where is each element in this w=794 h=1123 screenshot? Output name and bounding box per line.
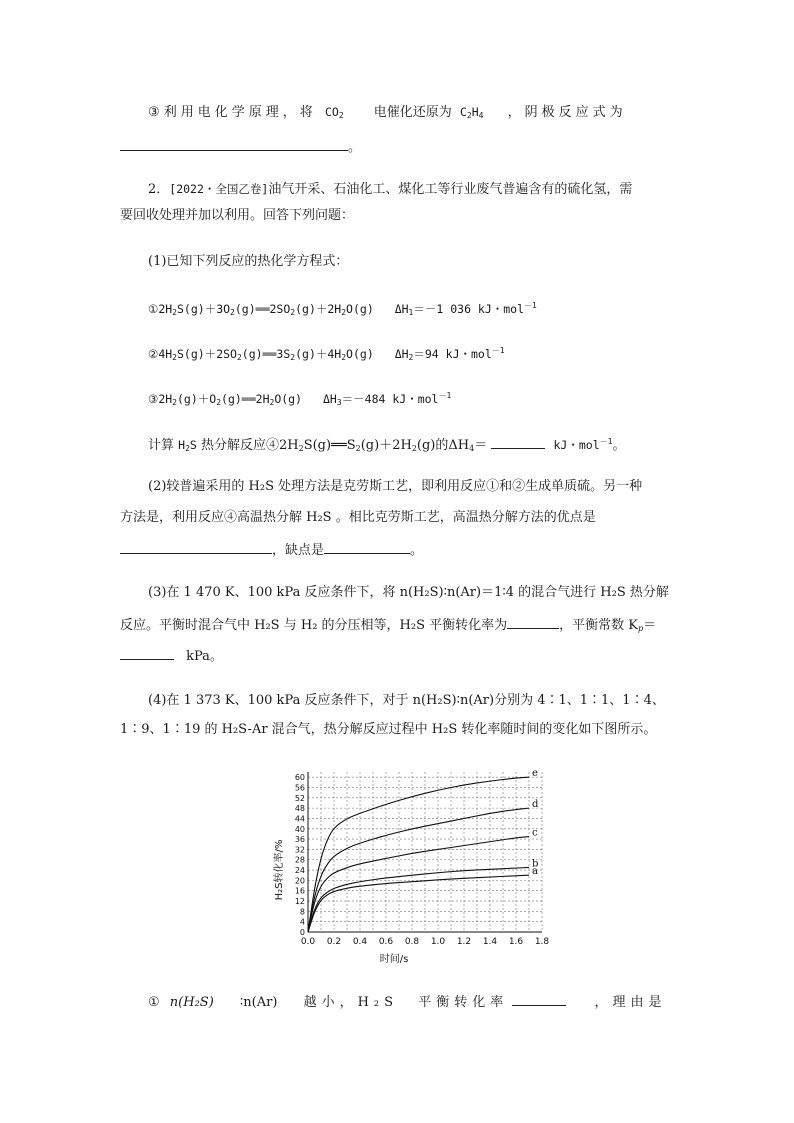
answer-blank[interactable] bbox=[120, 539, 272, 554]
part2-line3: ，缺点是 。 bbox=[120, 539, 423, 560]
x-tick-label: 0.4 bbox=[352, 937, 368, 947]
answer-blank[interactable] bbox=[120, 645, 174, 660]
answer-blank[interactable] bbox=[120, 136, 348, 151]
chart-grid bbox=[308, 772, 542, 932]
y-tick-label: 36 bbox=[294, 835, 305, 845]
part4-q1: ① n(H₂S) ∶n(Ar) 越小，H₂S 平衡转化率 ，理由是 bbox=[148, 991, 667, 1012]
y-tick-label: 0 bbox=[299, 928, 305, 937]
c2h4-formula: $C_2H_4$ bbox=[459, 105, 484, 120]
y-tick-label: 4 bbox=[299, 917, 305, 927]
x-tick-label: 0.8 bbox=[404, 937, 420, 947]
part4-line1: (4)在 1 373 K、100 kPa 反应条件下，对于 n(H₂S)∶n(Ar)分别为 4∶1、1∶1、1∶4、 bbox=[148, 693, 665, 708]
y-tick-label: 16 bbox=[294, 886, 305, 896]
series-label-c: c bbox=[532, 827, 538, 839]
x-tick-label: 1.6 bbox=[508, 937, 524, 947]
series-line-e bbox=[308, 777, 529, 932]
part4-line2: 1∶9、1∶19 的 H₂S-Ar 混合气，热分解反应过程中 H₂S 转化率随时间的变化如下图所示。 bbox=[120, 722, 657, 737]
y-tick-label: 48 bbox=[294, 804, 305, 814]
y-tick-label: 60 bbox=[294, 773, 305, 783]
x-tick-label: 1.2 bbox=[456, 937, 472, 947]
q2-source: [2022・全国乙卷] bbox=[169, 182, 269, 196]
q1-item3-text2: 电催化还原为 bbox=[373, 105, 452, 120]
conversion-chart-svg bbox=[262, 760, 562, 970]
part2-line1: (2)较普遍采用的 H₂S 处理方法是克劳斯工艺，即利用反应①和②生成单质硫。另一种 bbox=[148, 479, 643, 494]
y-tick-label: 24 bbox=[294, 866, 305, 876]
series-label-d: d bbox=[532, 799, 539, 811]
x-tick-label: 1.0 bbox=[430, 937, 446, 947]
y-tick-label: 40 bbox=[294, 824, 305, 834]
x-tick-label: 0.2 bbox=[326, 937, 342, 947]
y-tick-label: 8 bbox=[299, 907, 305, 917]
y-tick-label: 52 bbox=[294, 793, 305, 803]
chart-series bbox=[308, 777, 529, 932]
q1-item3-text3: ，阴极反应式为 bbox=[507, 105, 627, 120]
x-tick-label: 0.0 bbox=[300, 937, 316, 947]
series-line-a bbox=[308, 875, 529, 932]
equation-3: $③2H_2(g)+O_2(g)══2H_2O(g)$ $\Delta H_3=-484$ kJ・mol$^{-1}$ bbox=[148, 391, 452, 407]
y-axis-label: H₂S转化率/% bbox=[274, 839, 285, 901]
part3-line3: kPa。 bbox=[120, 645, 223, 666]
answer-blank[interactable] bbox=[512, 991, 566, 1006]
y-tick-label: 56 bbox=[294, 783, 305, 793]
y-tick-label: 32 bbox=[294, 845, 305, 855]
part3-line2: 反应。平衡时混合气中 H₂S 与 H₂ 的分压相等，H₂S 平衡转化率为 ，平衡常数 $K_p=$ bbox=[120, 614, 656, 635]
series-label-e: e bbox=[532, 768, 538, 780]
part1-calc: 计算 $H_2S$ 热分解反应$④2H_2S(g)══S_2(g)+2H_2(g)$的$\Delta H_4=$ kJ・mol$^{-1}$。 bbox=[148, 434, 625, 455]
equation-1: $①2H_2S(g)+3O_2(g)══2SO_2(g)+2H_2O(g)$ $\Delta H_1=-1$ 036 kJ・mol$^{-1}$ bbox=[148, 301, 537, 317]
part1-intro: (1)已知下列反应的热化学方程式： bbox=[148, 254, 349, 269]
x-tick-label: 1.8 bbox=[534, 937, 550, 947]
part2-line2: 方法是，利用反应④高温热分解 H₂S 。相比克劳斯工艺，高温热分解方法的优点是 bbox=[120, 510, 596, 525]
q1-item3-line bbox=[148, 103, 627, 122]
series-line-c bbox=[308, 837, 529, 932]
answer-blank[interactable] bbox=[507, 614, 559, 629]
answer-blank[interactable] bbox=[324, 539, 410, 554]
co2-formula: $CO_2$ bbox=[324, 105, 344, 120]
equation-2: $②4H_2S(g)+2SO_2(g)══3S_2(g)+4H_2O(g)$ $\Delta H_2=94$ kJ・mol$^{-1}$ bbox=[148, 346, 505, 362]
conversion-chart bbox=[262, 760, 562, 970]
delta-h3: $\Delta H_3=-484$ kJ・mol$^{-1}$ bbox=[322, 391, 452, 407]
x-tick-label: 0.6 bbox=[378, 937, 394, 947]
q2-header-line2: 要回收处理并加以利用。回答下列问题： bbox=[120, 208, 355, 223]
q1-item3-text: 利用电化学原理，将 bbox=[163, 105, 317, 120]
y-tick-label: 44 bbox=[294, 814, 305, 824]
part3-line1: (3)在 1 470 K、100 kPa 反应条件下，将 n(H₂S)∶n(Ar)＝1∶4 的混合气进行 H₂S 热分解 bbox=[148, 585, 669, 600]
delta-h2: $\Delta H_2=94$ kJ・mol$^{-1}$ bbox=[394, 346, 505, 362]
delta-h1: $\Delta H_1=-1$ 036 kJ・mol$^{-1}$ bbox=[394, 301, 537, 317]
q1-item3-number: ③ bbox=[148, 105, 160, 120]
y-tick-label: 12 bbox=[294, 897, 305, 907]
y-tick-label: 20 bbox=[294, 876, 305, 886]
series-label-a: a bbox=[532, 866, 538, 878]
answer-blank[interactable] bbox=[491, 434, 545, 449]
series-label-b: b bbox=[532, 858, 539, 870]
q2-header: 2．[2022・全国乙卷]油气开采、石油化工、煤化工等行业废气普遍含有的硫化氢，需 bbox=[148, 182, 633, 197]
x-axis-label: 时间/s bbox=[379, 954, 409, 965]
y-tick-label: 28 bbox=[294, 855, 305, 865]
x-tick-label: 1.4 bbox=[482, 937, 498, 947]
q1-item3-answer-line: 。 bbox=[120, 136, 361, 157]
q2-number: 2． bbox=[148, 182, 170, 197]
